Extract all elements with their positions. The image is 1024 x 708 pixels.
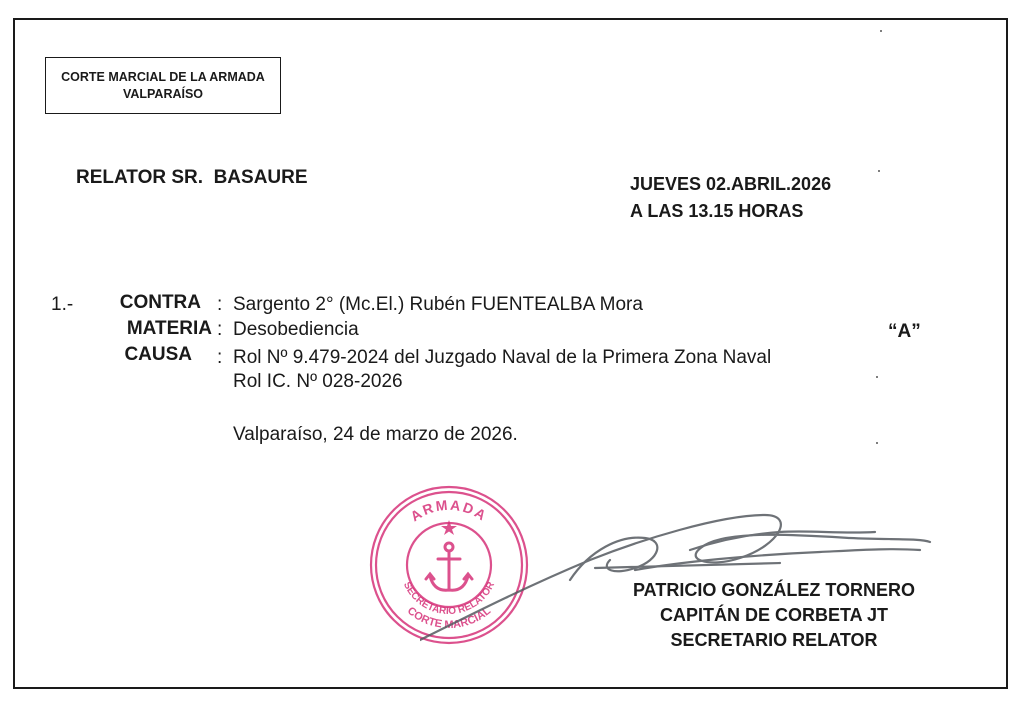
place-date: Valparaíso, 24 de marzo de 2026. — [233, 424, 518, 445]
causa-value-2: Rol IC. Nº 028-2026 — [233, 371, 403, 392]
scan-speck — [880, 30, 882, 32]
seal-top-text: ARMADA — [407, 496, 491, 525]
category-mark: “A” — [888, 321, 921, 342]
session-datetime — [630, 171, 831, 225]
case-number: 1.- — [51, 294, 74, 315]
signatory-block — [600, 578, 948, 653]
causa-value-1: Rol Nº 9.479-2024 del Juzgado Naval de la Primera Zona Naval — [233, 347, 772, 368]
materia-colon: : — [217, 319, 223, 340]
session-date: JUEVES 02.ABRIL.2026 — [630, 174, 832, 194]
contra-colon: : — [217, 294, 223, 315]
signatory-rank: CAPITÁN DE CORBETA JT — [659, 605, 888, 625]
seal-bottom-text-2: CORTE MARCIAL — [404, 604, 494, 631]
scan-speck — [876, 442, 878, 444]
relator-line: RELATOR SR. BASAURE — [76, 167, 308, 188]
scan-speck — [878, 170, 880, 172]
signatory-role: SECRETARIO RELATOR — [670, 630, 878, 650]
session-time: A LAS 13.15 HORAS — [630, 201, 804, 221]
court-name: CORTE MARCIAL DE LA ARMADA — [61, 69, 265, 84]
causa-colon: : — [217, 347, 223, 368]
scan-speck — [876, 376, 878, 378]
materia-label: MATERIA — [126, 318, 212, 339]
contra-value: Sargento 2° (Mc.El.) Rubén FUENTEALBA Mora — [233, 294, 643, 315]
signatory-name: PATRICIO GONZÁLEZ TORNERO — [633, 580, 915, 600]
court-header-box — [45, 57, 281, 114]
causa-label: CAUSA — [124, 344, 192, 365]
seal-bottom-text-1: SECRETARIO RELATOR — [400, 580, 498, 618]
materia-value: Desobediencia — [233, 319, 359, 340]
contra-label: CONTRA — [119, 292, 201, 313]
court-city: VALPARAÍSO — [122, 86, 204, 101]
